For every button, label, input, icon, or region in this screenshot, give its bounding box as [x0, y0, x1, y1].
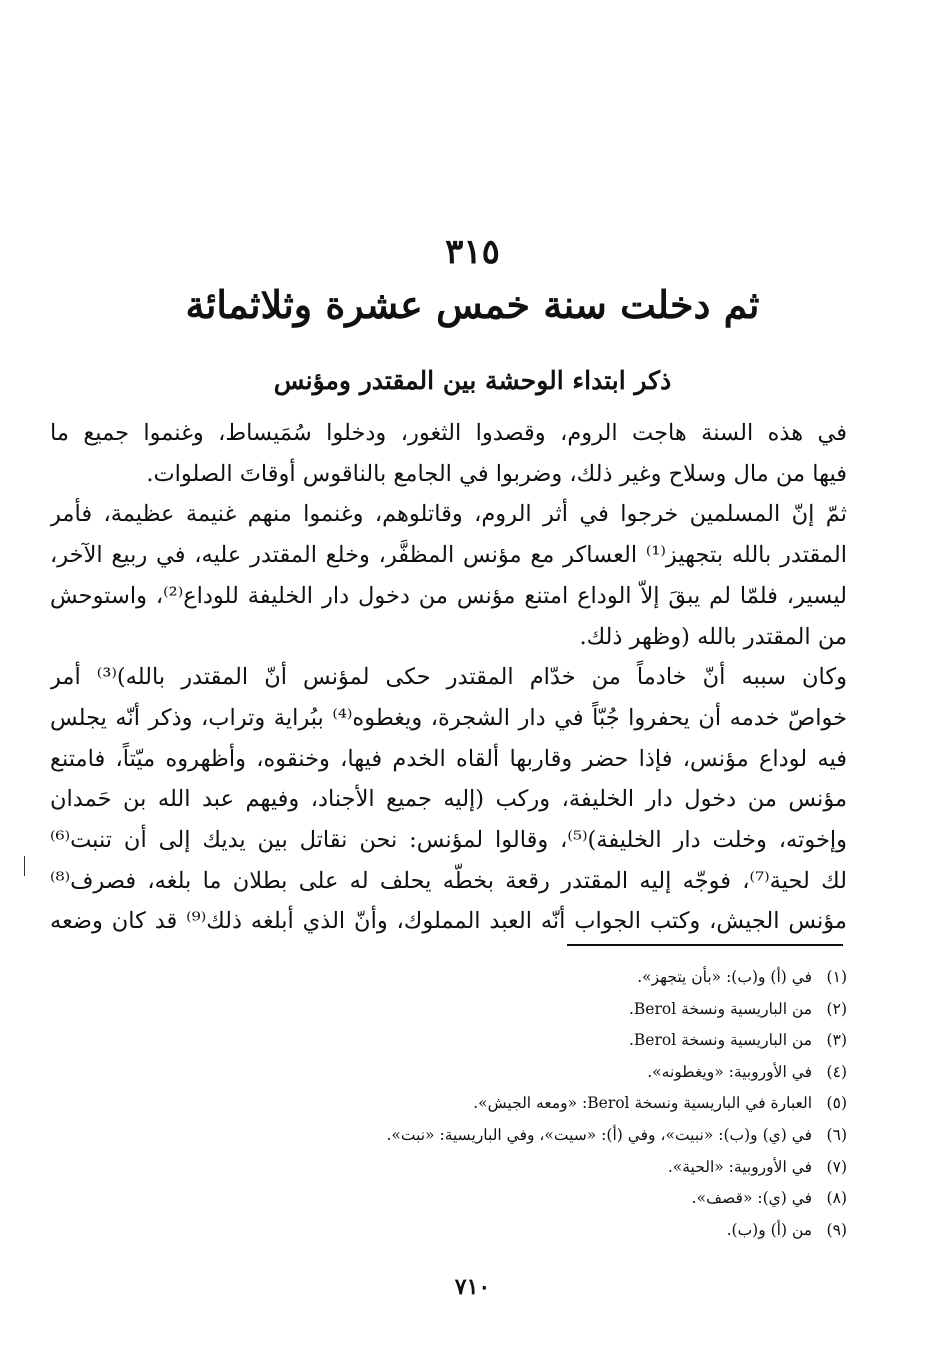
body-line: من المقتدر بالله (وظهر ذلك.	[579, 623, 847, 650]
footnote-number: (٥)	[826, 1094, 847, 1113]
page-number: ٧١٠	[454, 1274, 491, 1300]
body-line: فيها من مال وسلاح وغير ذلك، وضربوا في الجامع بالناقوس أوقاتَ الصلوات.	[146, 460, 847, 487]
body-text	[50, 413, 847, 942]
page-title: ثم دخلت سنة خمس عشرة وثلاثمائة	[185, 282, 760, 327]
body-line: ثمّ إنّ المسلمين خرجوا في أثر الروم، وقاتلوهم، وغنموا منهم غنيمة عظيمة، فأمر	[50, 501, 847, 528]
footnote-number: (٨)	[826, 1189, 847, 1208]
body-line: في هذه السنة هاجت الروم، وقصدوا الثغور، ودخلوا سُمَيساط، وغنموا جميع ما	[50, 420, 847, 446]
year-number: ٣١٥	[445, 232, 500, 272]
footnote-number: (٢)	[826, 999, 847, 1018]
footnote-item	[287, 1088, 847, 1120]
margin-mark	[24, 856, 25, 876]
body-line: مؤنس الجيش، وكتب الجواب أنّه العبد المملوك، وأنّ الذي أبلغه ذلك⁽⁹⁾ قد كان وضعه	[50, 908, 847, 935]
footnote-item	[287, 994, 847, 1026]
footnote-number: (٣)	[826, 1031, 847, 1050]
footnote-item	[287, 1025, 847, 1057]
footnote-number: (٦)	[826, 1125, 847, 1144]
footnote-number: (٧)	[826, 1157, 847, 1176]
body-line: خواصّ خدمه أن يحفروا جُبّاً في دار الشجرة، ويغطوه⁽⁴⁾ ببُراية وتراب، وذكر أنّه يجلس	[50, 704, 847, 731]
footnote-item	[287, 1183, 847, 1215]
section-title: ذكر ابتداء الوحشة بين المقتدر ومؤنس	[273, 366, 672, 395]
footnote-text: العبارة في الباريسية ونسخة Berol: «ومعه الجيش».	[473, 1094, 813, 1113]
footnote-text: في الأوروبية: «الحية».	[667, 1157, 813, 1176]
body-line: وإخوته، وخلت دار الخليفة)⁽⁵⁾، وقالوا لمؤنس: نحن نقاتل بين يديك إلى أن تنبت⁽⁶⁾	[50, 827, 847, 854]
footnote-item	[287, 962, 847, 994]
body-line: المقتدر بالله بتجهيز⁽¹⁾ العساكر مع مؤنس المظفَّر، وخلع المقتدر عليه، في ربيع الآخر،	[50, 542, 847, 569]
footnote-number: (٤)	[826, 1062, 847, 1081]
footnote-number: (٩)	[826, 1220, 847, 1239]
body-line: وكان سببه أنّ خادماً من خدّام المقتدر حكى لمؤنس أنّ المقتدر بالله)⁽³⁾ أمر	[50, 664, 847, 691]
footnote-item	[287, 1120, 847, 1152]
footnote-text: في الأوروبية: «ويغطونه».	[647, 1062, 813, 1081]
footnote-separator	[567, 944, 843, 946]
footnote-number: (١)	[826, 968, 847, 986]
body-line: لك لحية⁽⁷⁾، فوجّه إليه المقتدر رقعة بخطّه يحلف له على بطلان ما بلغه، فصرف⁽⁸⁾	[50, 867, 847, 894]
footnote-text: في (ي): «قصف».	[691, 1189, 813, 1208]
footnote-text: من (أ) و(ب).	[726, 1220, 813, 1239]
body-line: مؤنس من دخول دار الخليفة، وركب (إليه جميع الأجناد، وفيهم عبد الله بن حَمدان	[50, 786, 847, 813]
body-line: ليسير، فلمّا لم يبقَ إلاّ الوداع امتنع مؤنس من دخول دار الخليفة للوداع⁽²⁾، واستوحش	[50, 582, 847, 609]
footnotes-list	[287, 962, 847, 1246]
footnote-item	[287, 1215, 847, 1247]
footnote-text: من الباريسية ونسخة Berol.	[628, 1031, 813, 1050]
footnote-text: في (أ) و(ب): «بأن يتجهز».	[637, 968, 813, 986]
footnote-text: من الباريسية ونسخة Berol.	[628, 999, 813, 1018]
body-line: فيه لوداع مؤنس، فإذا حضر وقاربها ألقاه الخدم فيها، وخنقوه، وأظهروه ميّتاً، فامتنع	[50, 745, 847, 772]
footnote-item	[287, 1152, 847, 1184]
footnote-item	[287, 1057, 847, 1089]
footnote-text: في (ي) و(ب): «نبيت»، وفي (أ): «سيت»، وفي الباريسية: «نبت».	[386, 1125, 813, 1144]
